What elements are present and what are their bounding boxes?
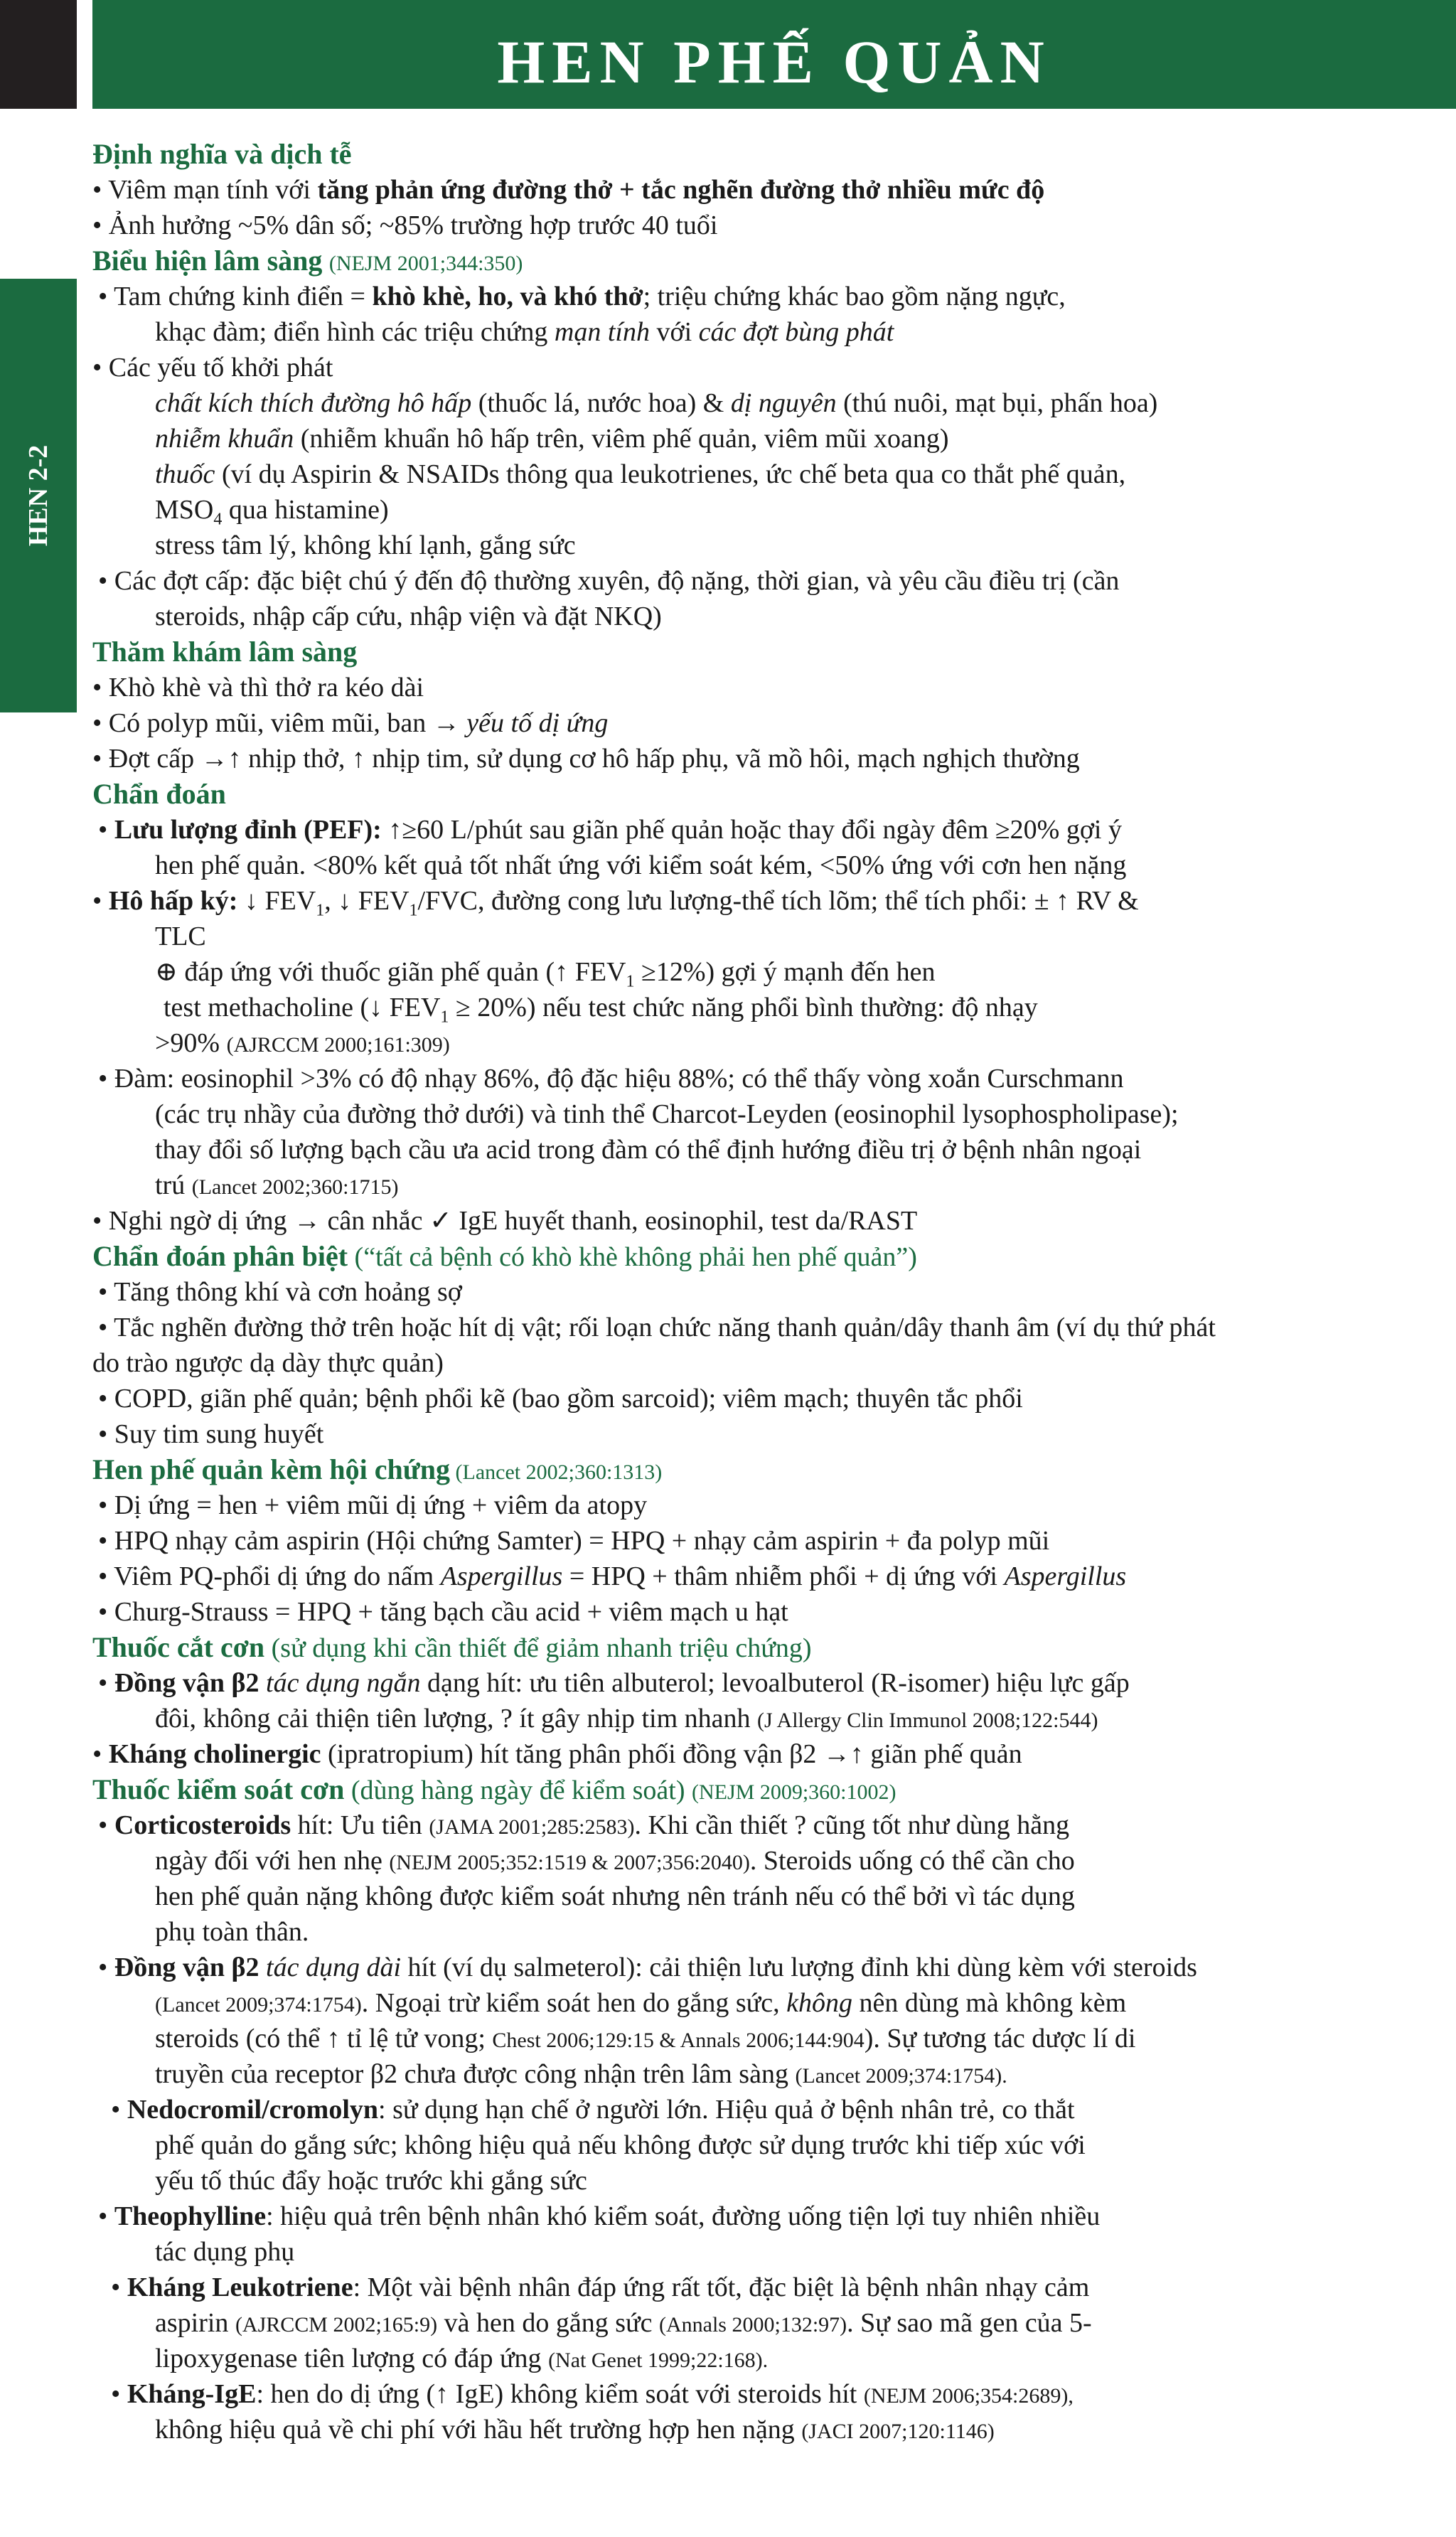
list-item: thay đổi số lượng bạch cầu ưa acid trong đàm có thể định hướng điều trị ở bệnh nhân ngoại (155, 1135, 1142, 1165)
heading-diagnosis: Chẩn đoán (92, 778, 226, 810)
heading-physical-exam: Thăm khám lâm sàng (92, 636, 358, 668)
list-item: hen phế quản nặng không được kiểm soát nhưng nên tránh nếu có thể bởi vì tác dụng (155, 1881, 1075, 1911)
list-item: • COPD, giãn phế quản; bệnh phổi kẽ (bao gồm sarcoid); viêm mạch; thuyên tắc phổi (98, 1384, 1023, 1414)
list-item: steroids (có thể ↑ tỉ lệ tử vong; Chest 2006;129:15 & Annals 2006;144:904). Sự tương tác dược lí di (155, 2024, 1136, 2053)
list-item: • Các đợt cấp: đặc biệt chú ý đến độ thường xuyên, độ nặng, thời gian, và yêu cầu điều trị (cần (98, 566, 1120, 596)
list-item: tác dụng phụ (155, 2237, 295, 2267)
document-body (92, 137, 1265, 2447)
list-item: • Theophylline: hiệu quả trên bệnh nhân khó kiểm soát, đường uống tiện lợi tuy nhiên nhiều (98, 2201, 1101, 2231)
list-item: • Kháng-IgE: hen do dị ứng (↑ IgE) không kiểm soát với steroids hít (NEJM 2006;354:2689), (111, 2379, 1074, 2409)
list-item: • Nedocromil/cromolyn: sử dụng hạn chế ở người lớn. Hiệu quả ở bệnh nhân trẻ, co thắt (111, 2095, 1075, 2125)
list-item: yếu tố thúc đẩy hoặc trước khi gắng sức (155, 2166, 587, 2196)
page-title: HEN PHẾ QUẢN (497, 28, 1051, 96)
list-item: khạc đàm; điển hình các triệu chứng mạn tính với các đợt bùng phát (155, 317, 894, 347)
heading-reliever-medications: Thuốc cắt cơn (sử dụng khi cần thiết để giảm nhanh triệu chứng) (92, 1631, 812, 1663)
heading-clinical-presentation: Biểu hiện lâm sàng (NEJM 2001;344:350) (92, 245, 523, 277)
list-item: • Đồng vận β2 tác dụng ngắn dạng hít: ưu tiên albuterol; levoalbuterol (R-isomer) hiệu lực gấp (98, 1668, 1130, 1698)
list-item: • Đàm: eosinophil >3% có độ nhạy 86%, độ đặc hiệu 88%; có thể thấy vòng xoắn Curschmann (98, 1064, 1124, 1094)
list-item: thuốc (ví dụ Aspirin & NSAIDs thông qua leukotrienes, ức chế beta qua co thắt phế quản, (155, 459, 1126, 489)
list-item: • Tam chứng kinh điển = khò khè, ho, và khó thở; triệu chứng khác bao gồm nặng ngực, (98, 282, 1066, 311)
list-item: • Corticosteroids hít: Ưu tiên (JAMA 2001;285:2583). Khi cần thiết ? cũng tốt như dùng hằng (98, 1810, 1070, 1840)
list-item: không hiệu quả về chi phí với hầu hết trường hợp hen nặng (JACI 2007;120:1146) (155, 2415, 995, 2445)
list-item: ⊕ đáp ứng với thuốc giãn phế quản (↑ $FEV_1 \ge 12\%$) gợi ý mạnh đến hen (155, 957, 936, 991)
list-item: • Kháng cholinergic (ipratropium) hít tăng phân phối đồng vận β2 →↑ giãn phế quản (92, 1739, 1022, 1769)
list-item: trú (Lancet 2002;360:1715) (155, 1170, 399, 1200)
list-item: • Viêm mạn tính với tăng phản ứng đường thở + tắc nghẽn đường thở nhiều mức độ (92, 175, 1045, 205)
list-item: • HPQ nhạy cảm aspirin (Hội chứng Samter) = HPQ + nhạy cảm aspirin + đa polyp mũi (98, 1526, 1050, 1556)
list-item: nhiễm khuẩn (nhiễm khuẩn hô hấp trên, viêm phế quản, viêm mũi xoang) (155, 424, 949, 454)
list-item: phụ toàn thân. (155, 1917, 309, 1947)
list-item: >90% (AJRCCM 2000;161:309) (155, 1028, 450, 1058)
list-item: • Suy tim sung huyết (98, 1419, 324, 1449)
list-item: test methacholine (↓ $FEV_1 \ge 20\%$) nếu test chức năng phổi bình thường: độ nhạy (164, 993, 1038, 1027)
list-item: • Tắc nghẽn đường thở trên hoặc hít dị vật; rối loạn chức năng thanh quản/dây thanh âm (ví dụ thứ phát (98, 1313, 1216, 1342)
list-item: • Churg-Strauss = HPQ + tăng bạch cầu acid + viêm mạch u hạt (98, 1597, 788, 1627)
heading-asthma-syndromes: Hen phế quản kèm hội chứng (Lancet 2002;360:1313) (92, 1453, 663, 1485)
list-item: • Có polyp mũi, viêm mũi, ban → yếu tố dị ứng (92, 708, 609, 738)
list-item: • Nghi ngờ dị ứng → cân nhắc ✓ IgE huyết thanh, eosinophil, test da/RAST (92, 1206, 918, 1236)
list-item: • Ảnh hưởng ~5% dân số; ~85% trường hợp trước 40 tuổi (92, 210, 718, 240)
list-item: • Dị ứng = hen + viêm mũi dị ứng + viêm da atopy (98, 1490, 648, 1520)
list-item: • Lưu lượng đỉnh (PEF): ↑≥60 L/phút sau giãn phế quản hoặc thay đổi ngày đêm ≥20% gợi ý (98, 815, 1122, 845)
list-item: • Đồng vận β2 tác dụng dài hít (ví dụ salmeterol): cải thiện lưu lượng đỉnh khi dùng kèm với steroids (98, 1953, 1197, 1982)
list-item: phế quản do gắng sức; không hiệu quả nếu không được sử dụng trước khi tiếp xúc với (155, 2130, 1086, 2160)
heading-definition: Định nghĩa và dịch tễ (92, 138, 352, 170)
list-item: • Các yếu tố khởi phát (92, 353, 333, 383)
list-item: • Tăng thông khí và cơn hoảng sợ (98, 1277, 462, 1307)
list-item: $MSO_4$ qua histamine) (155, 495, 389, 529)
list-item: đôi, không cải thiện tiên lượng, ? ít gây nhịp tim nhanh (J Allergy Clin Immunol 2008;122:544) (155, 1704, 1098, 1734)
list-item: (các trụ nhầy của đường thở dưới) và tinh thể Charcot-Leyden (eosinophil lysophospholipase); (155, 1099, 1179, 1129)
heading-differential-diagnosis: Chẩn đoán phân biệt (“tất cả bệnh có khò khè không phải hen phế quản”) (92, 1240, 917, 1272)
list-item: stress tâm lý, không khí lạnh, gắng sức (155, 530, 576, 560)
list-item: truyền của receptor β2 chưa được công nhận trên lâm sàng (Lancet 2009;374:1754). (155, 2059, 1007, 2089)
list-item: hen phế quản. <80% kết quả tốt nhất ứng với kiểm soát kém, <50% ứng với cơn hen nặng (155, 850, 1127, 880)
list-item: ngày đối với hen nhẹ (NEJM 2005;352:1519 & 2007;356:2040). Steroids uống có thể cần cho (155, 1846, 1075, 1876)
list-item: (Lancet 2009;374:1754). Ngoại trừ kiểm soát hen do gắng sức, không nên dùng mà không kèm (155, 1988, 1127, 2018)
list-item: chất kích thích đường hô hấp (thuốc lá, nước hoa) & dị nguyên (thú nuôi, mạt bụi, phấn hoa) (155, 388, 1158, 418)
list-item: do trào ngược dạ dày thực quản) (92, 1348, 444, 1378)
list-item: • Hô hấp ký: ↓ $FEV_1$, ↓ $FEV_1$/FVC, đường cong lưu lượng-thể tích lõm; thể tích phổi: ± ↑ RV & (92, 886, 1139, 920)
list-item: TLC (155, 922, 206, 951)
list-item: • Khò khè và thì thở ra kéo dài (92, 673, 424, 703)
list-item: lipoxygenase tiên lượng có đáp ứng (Nat Genet 1999;22:168). (155, 2344, 769, 2373)
heading-controller-medications: Thuốc kiểm soát cơn (dùng hàng ngày để kiểm soát) (NEJM 2009;360:1002) (92, 1773, 896, 1805)
corner-block (0, 0, 77, 109)
chapter-tab-label: HEN 2-2 (23, 444, 53, 547)
list-item: • Viêm PQ-phổi dị ứng do nấm Aspergillus = HPQ + thâm nhiễm phổi + dị ứng với Aspergillus (98, 1561, 1127, 1591)
list-item: • Đợt cấp →↑ nhịp thở, ↑ nhịp tim, sử dụng cơ hô hấp phụ, vã mồ hôi, mạch nghịch thường (92, 744, 1080, 774)
list-item: steroids, nhập cấp cứu, nhập viện và đặt NKQ) (155, 602, 662, 631)
list-item: • Kháng Leukotriene: Một vài bệnh nhân đáp ứng rất tốt, đặc biệt là bệnh nhân nhạy cảm (111, 2272, 1090, 2302)
list-item: aspirin (AJRCCM 2002;165:9) và hen do gắng sức (Annals 2000;132:97). Sự sao mã gen của 5- (155, 2308, 1092, 2338)
